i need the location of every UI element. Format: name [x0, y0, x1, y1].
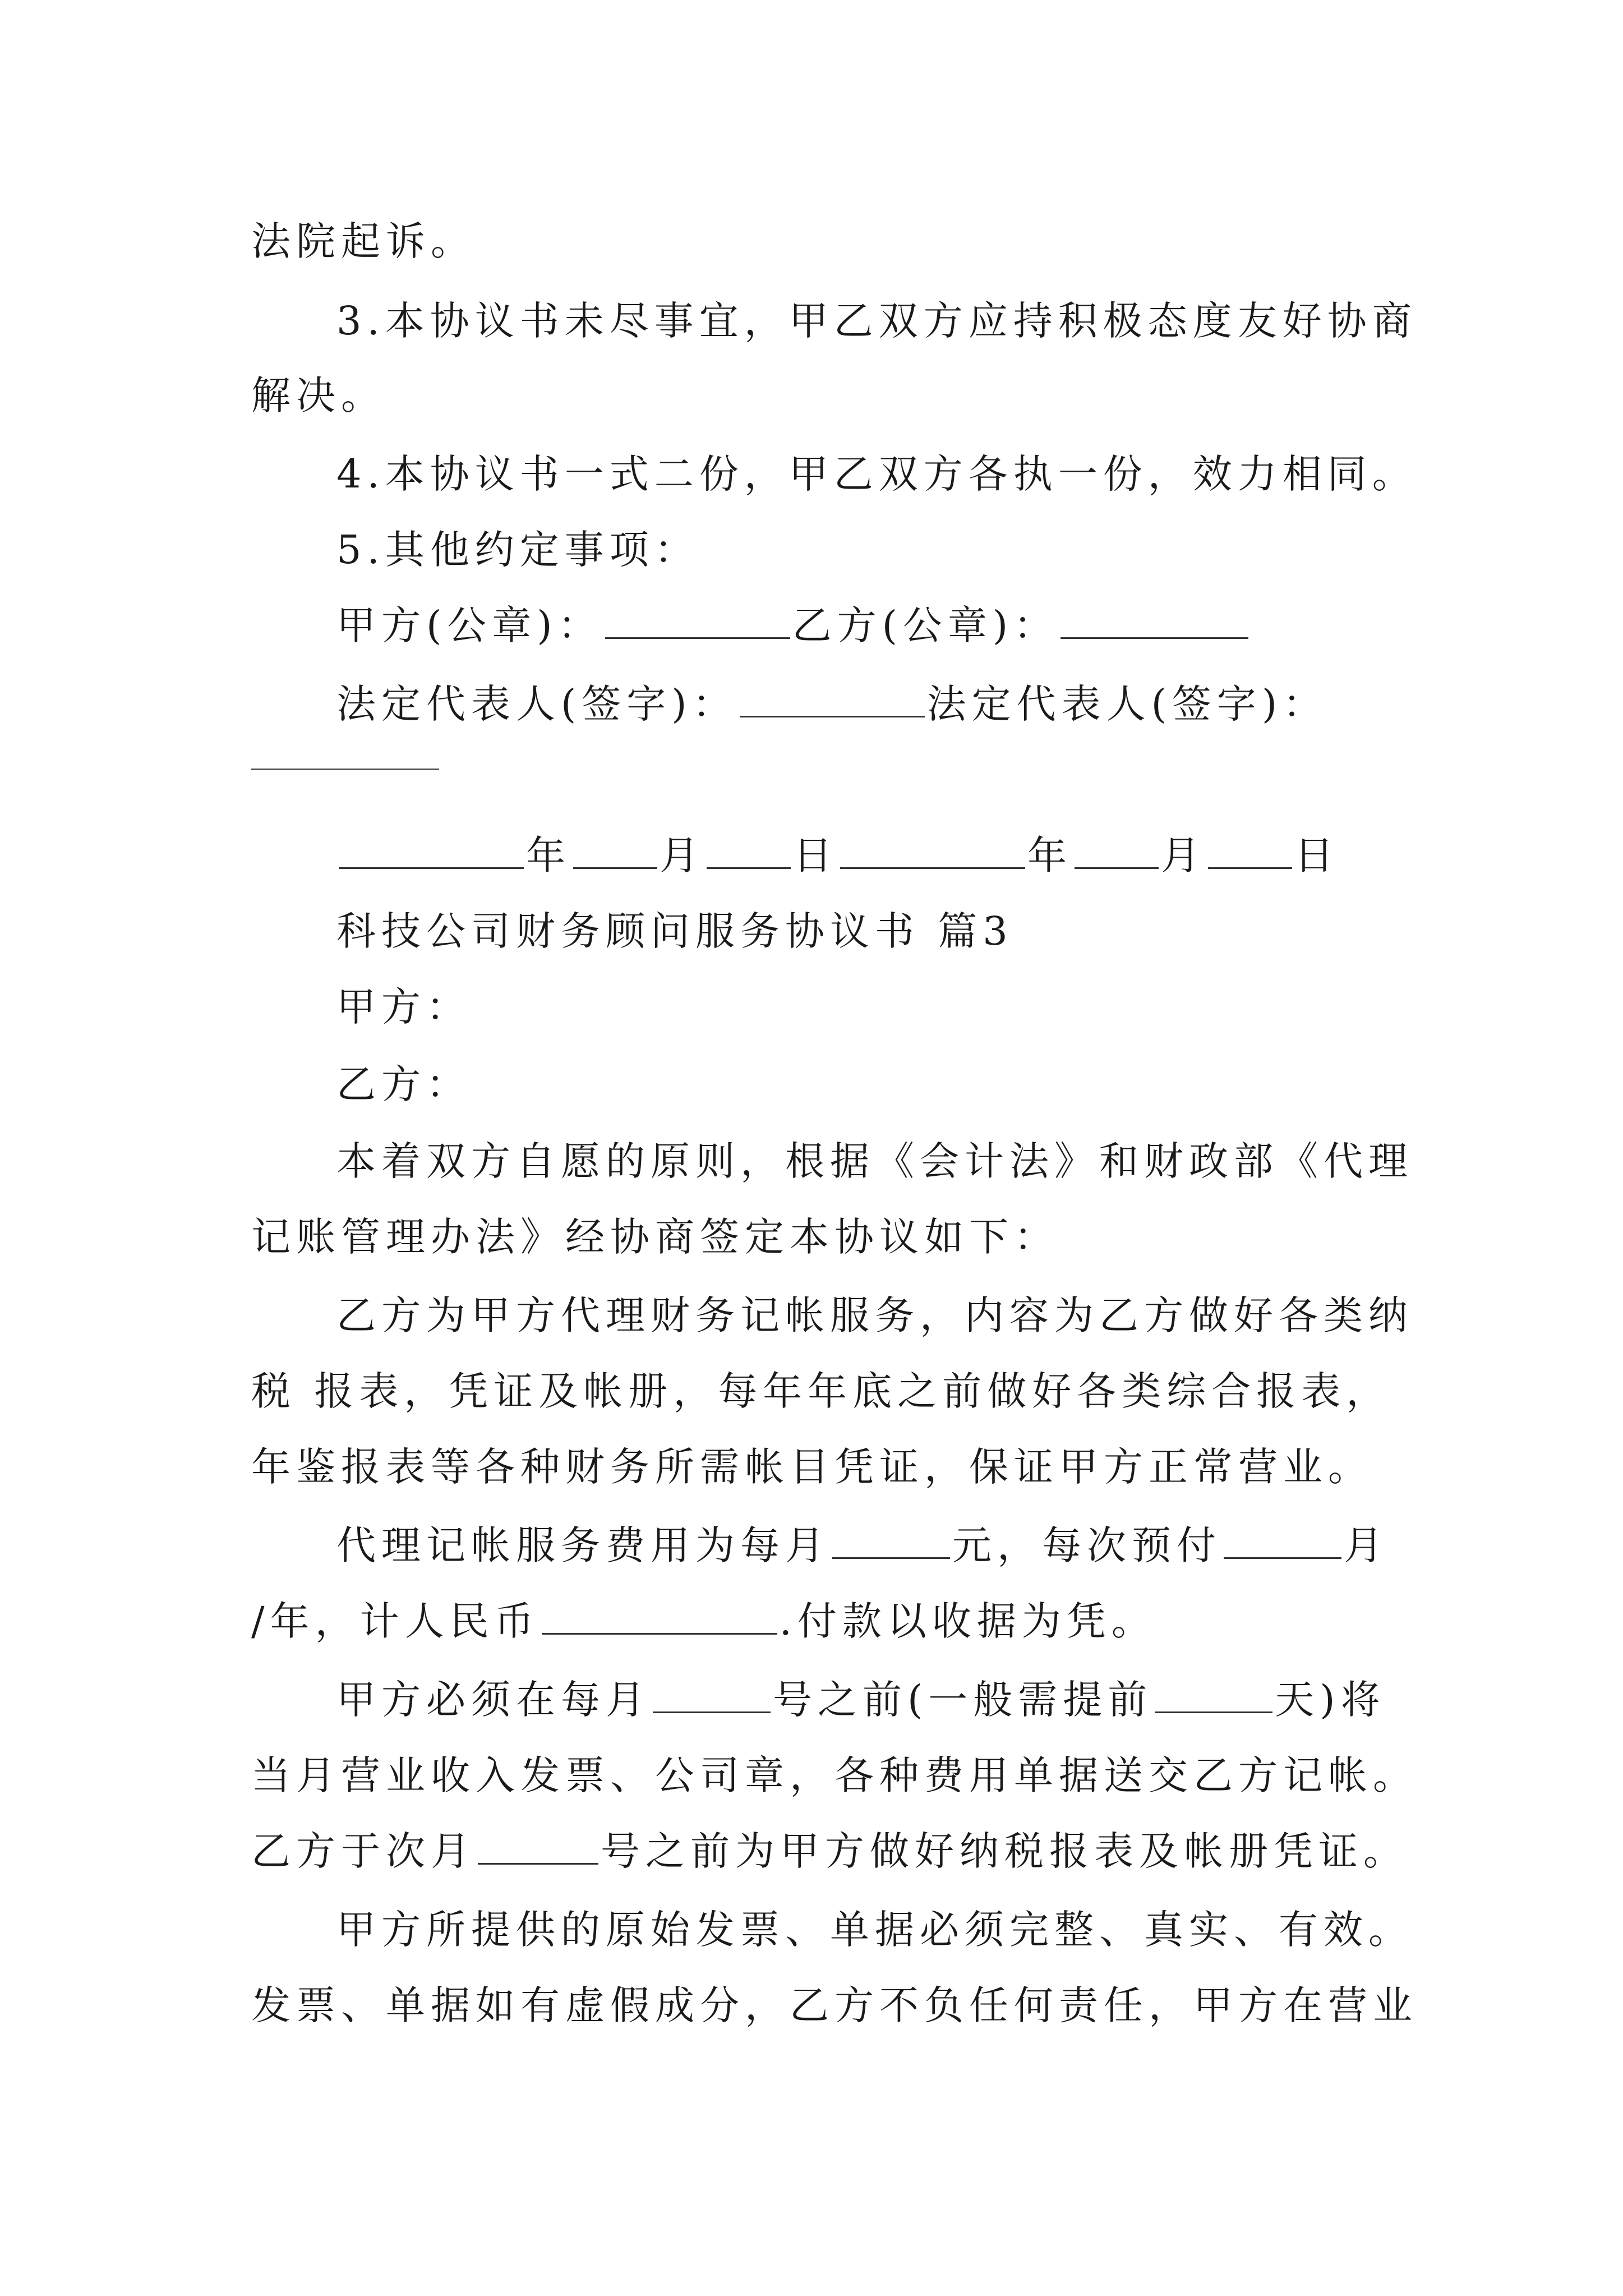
date-line	[336, 830, 1339, 881]
paragraph-line	[251, 216, 476, 266]
paragraph-line	[251, 370, 386, 421]
text: 科技公司财务顾问服务协议书 篇3	[336, 908, 1013, 954]
year-label: 年	[526, 832, 571, 878]
text: 元，每次预付	[952, 1522, 1221, 1568]
text: 天)将	[1275, 1677, 1386, 1723]
text: 乙方为甲方代理财务记帐服务，内容为乙方做好各类纳	[336, 1292, 1413, 1338]
text: 号之前为甲方做好纳税报表及帐册凭证。	[601, 1828, 1408, 1874]
text: 5.其他约定事项：	[336, 527, 699, 573]
text: 记账管理办法》经协商签定本协议如下：	[251, 1214, 1059, 1260]
party-b-seal-label: 乙方(公章)：	[792, 602, 1059, 648]
party-a-rep-label: 法定代表人(签字)：	[336, 681, 737, 727]
day-blank	[1208, 832, 1292, 869]
signature-line	[336, 679, 1327, 729]
party-a-seal-blank	[605, 602, 790, 639]
party-b-rep-blank	[251, 769, 439, 770]
paragraph-line	[336, 1136, 1413, 1186]
day-label: 日	[1294, 832, 1339, 878]
paragraph-line	[251, 1212, 1059, 1262]
year-blank	[840, 832, 1025, 869]
party-a-line	[336, 982, 471, 1032]
section-title	[336, 906, 1013, 956]
month-label: 月	[660, 832, 704, 878]
text: 发票、单据如有虚假成分，乙方不负任何责任，甲方在营业	[251, 1982, 1418, 2028]
paragraph-line	[336, 1290, 1413, 1341]
deadline-line	[336, 1674, 1386, 1725]
party-a-rep-blank	[740, 681, 925, 717]
party-a-seal-label: 甲方(公章)：	[336, 602, 603, 648]
party-b-seal-blank	[1061, 602, 1248, 639]
monthly-fee-blank	[832, 1522, 950, 1559]
text: 代理记帐服务费用为每月	[336, 1522, 830, 1568]
clause-5	[336, 524, 699, 575]
day-label: 日	[793, 832, 838, 878]
paragraph-line	[251, 1442, 1373, 1492]
paragraph-line	[336, 1904, 1413, 1955]
text: 甲方所提供的原始发票、单据必须完整、真实、有效。	[336, 1907, 1413, 1953]
year-label: 年	[1027, 832, 1072, 878]
text: 月	[1344, 1522, 1389, 1568]
clause-4	[336, 449, 1417, 499]
text: 年鉴报表等各种财务所需帐目凭证，保证甲方正常营业。	[251, 1444, 1373, 1490]
next-month-day-blank	[478, 1828, 598, 1865]
day-number-blank	[653, 1677, 771, 1713]
fee-line	[251, 1596, 1156, 1646]
text: 甲方：	[336, 984, 471, 1030]
text: 法院起诉。	[251, 218, 476, 264]
text: 税 报表，凭证及帐册，每年年底之前做好各类综合报表，	[251, 1368, 1391, 1414]
text: 解决。	[251, 372, 386, 418]
paragraph-line	[251, 1980, 1418, 2031]
month-blank	[1075, 832, 1159, 869]
clause-3	[336, 296, 1417, 346]
advance-days-blank	[1155, 1677, 1272, 1713]
text: 4.本协议书一式二份，甲乙双方各执一份，效力相同。	[336, 451, 1417, 497]
day-blank	[707, 832, 791, 869]
text: 甲方必须在每月	[336, 1677, 651, 1723]
text: 乙方：	[336, 1061, 471, 1107]
text: 本着双方自愿的原则，根据《会计法》和财政部《代理	[336, 1138, 1413, 1184]
party-b-rep-label: 法定代表人(签字)：	[926, 681, 1328, 727]
text: 乙方于次月	[251, 1828, 476, 1874]
year-blank	[339, 832, 524, 869]
month-blank	[573, 832, 657, 869]
month-label: 月	[1161, 832, 1206, 878]
text: 当月营业收入发票、公司章，各种费用单据送交乙方记帐。	[251, 1752, 1418, 1798]
party-b-line	[336, 1059, 471, 1110]
prepay-blank	[1224, 1522, 1341, 1559]
rmb-amount-blank	[542, 1598, 777, 1635]
deadline-line	[251, 1826, 1408, 1876]
text: 号之前(一般需提前	[773, 1677, 1153, 1723]
fee-line	[336, 1520, 1389, 1571]
paragraph-line	[251, 1750, 1418, 1801]
paragraph-line	[251, 1366, 1391, 1416]
text: .付款以收据为凭。	[779, 1598, 1156, 1644]
text: 3.本协议书未尽事宜，甲乙双方应持积极态度友好协商	[336, 298, 1417, 344]
seal-line	[336, 600, 1251, 651]
text: /年，计人民币	[251, 1598, 540, 1644]
